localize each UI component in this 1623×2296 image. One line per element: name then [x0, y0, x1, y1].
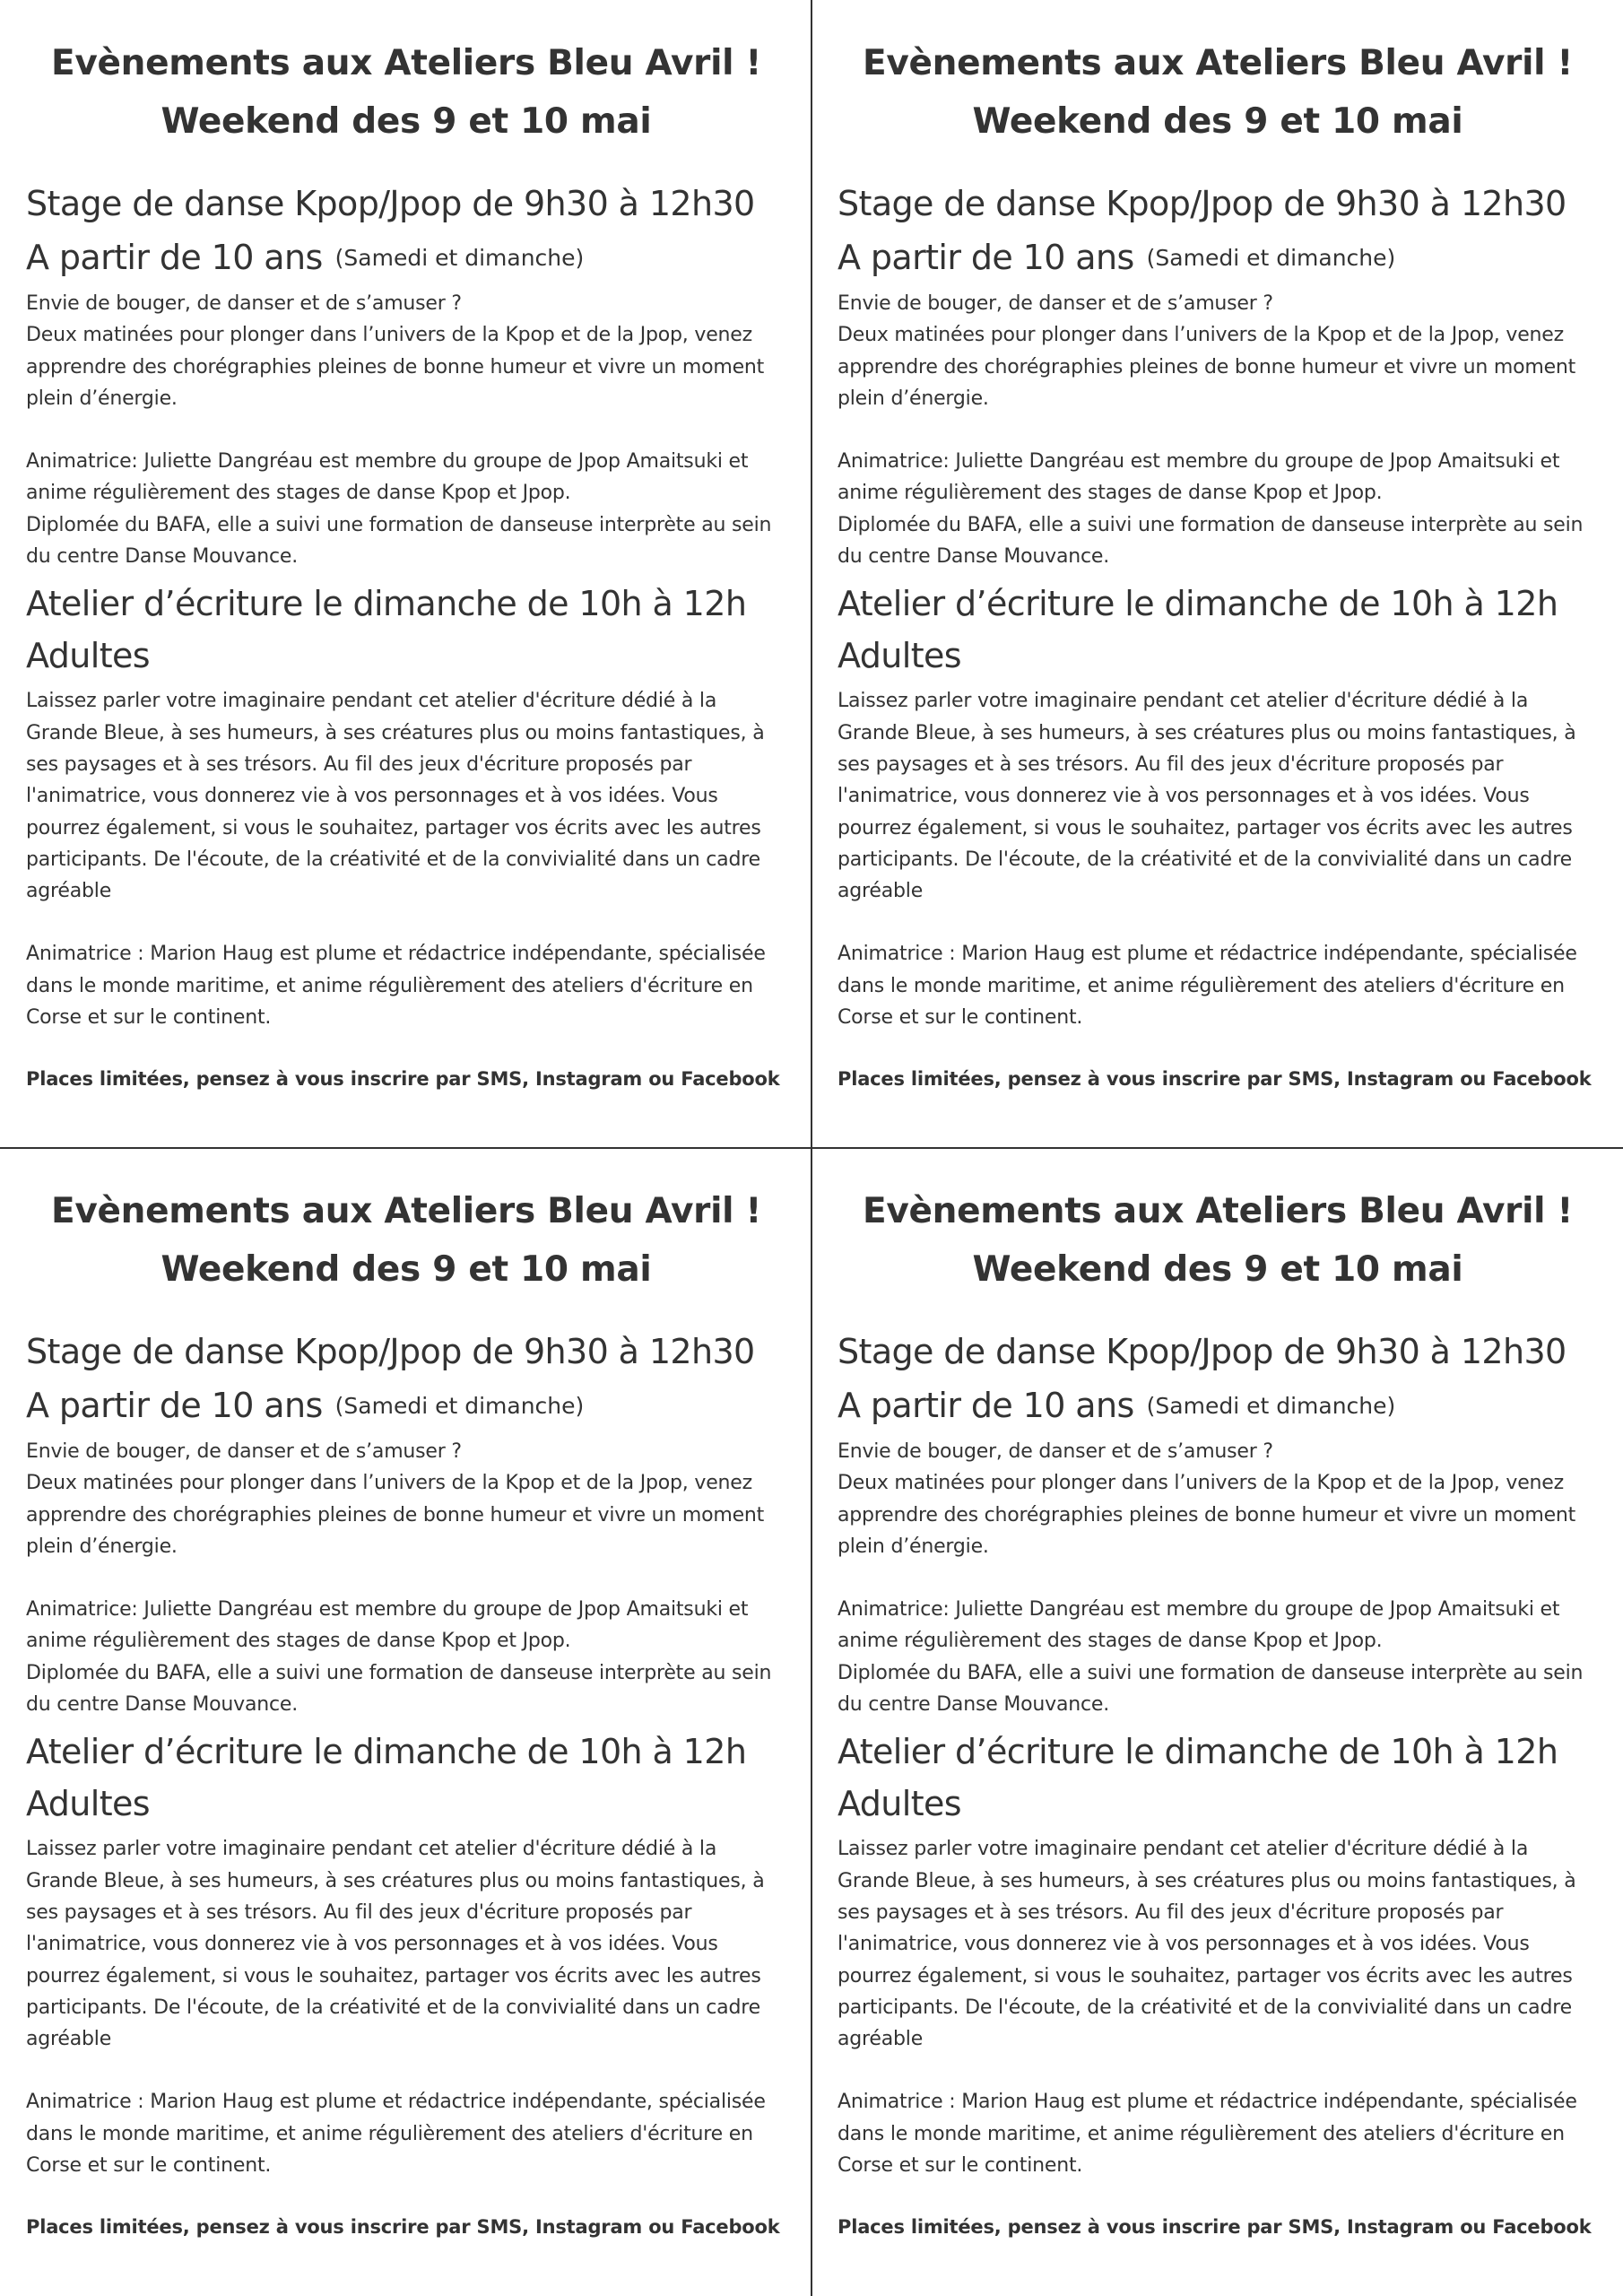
dance-days-note: (Samedi et dimanche): [1146, 1393, 1396, 1419]
registration-note: Places limitées, pensez à vous inscrire par SMS, Instagram ou Facebook: [838, 1068, 1592, 1091]
dance-days-note: (Samedi et dimanche): [334, 1393, 585, 1419]
dance-age: A partir de 10 ans: [838, 238, 1134, 277]
dance-heading: Stage de danse Kpop/Jpop de 9h30 à 12h30: [838, 184, 1567, 223]
dance-age: A partir de 10 ans: [26, 1386, 323, 1425]
dance-intro-question: Envie de bouger, de danser et de s’amuser ?: [26, 1440, 462, 1463]
dance-days-note: (Samedi et dimanche): [334, 245, 585, 271]
writing-host-text: Animatrice : Marion Haug est plume et rédactrice indépendante, spécialisée dans le monde maritime, et anime régulièrement des ateliers d'écriture en Corse et sur le continent.: [26, 2091, 766, 2178]
title-line-events: Evènements aux Ateliers Bleu Avril !: [51, 43, 761, 83]
dance-heading: Stage de danse Kpop/Jpop de 9h30 à 12h30: [838, 1332, 1567, 1371]
dance-intro-text: Deux matinées pour plonger dans l’univers de la Kpop et de la Jpop, venez apprendre des chorégraphies pleines de bonne humeur et vivre un moment plein d’énergie.: [26, 1472, 765, 1558]
writing-host-text: Animatrice : Marion Haug est plume et rédactrice indépendante, spécialisée dans le monde maritime, et anime régulièrement des ateliers d'écriture en Corse et sur le continent.: [838, 943, 1577, 1030]
dance-host-diploma: Diplomée du BAFA, elle a suivi une formation de danseuse interprète au sein du centre Danse Mouvance.: [838, 513, 1584, 569]
flyer-title: [26, 0, 786, 151]
flyer-top-left: [0, 0, 812, 1148]
dance-age-heading: [26, 231, 786, 284]
dance-host-text: Animatrice: Juliette Dangréau est membre du groupe de Jpop Amaitsuki et anime régulièrement des stages de danse Kpop et Jpop.: [838, 1598, 1560, 1653]
dance-intro-question: Envie de bouger, de danser et de s’amuser ?: [26, 292, 462, 315]
writing-heading: Atelier d’écriture le dimanche de 10h à 12h: [26, 584, 747, 624]
dance-intro-text: Deux matinées pour plonger dans l’univers de la Kpop et de la Jpop, venez apprendre des chorégraphies pleines de bonne humeur et vivre un moment plein d’énergie.: [838, 324, 1576, 410]
writing-description: Laissez parler votre imaginaire pendant cet atelier d'écriture dédié à la Grande Bleue, à ses humeurs, à ses créatures plus ou moins fantastiques, à ses paysages et à ses trésors. Au fil des jeux d'écriture proposés par l'animatrice, vous donnerez vie à vos personnages et à vos idées. Vous pourrez également, si vous le souhaitez, partager vos écrits avec les autres participants. De l'écoute, de la créativité et de la convivialité dans un cadre agréable: [838, 690, 1576, 903]
writing-description: Laissez parler votre imaginaire pendant cet atelier d'écriture dédié à la Grande Bleue, à ses humeurs, à ses créatures plus ou moins fantastiques, à ses paysages et à ses trésors. Au fil des jeux d'écriture proposés par l'animatrice, vous donnerez vie à vos personnages et à vos idées. Vous pourrez également, si vous le souhaitez, partager vos écrits avec les autres participants. De l'écoute, de la créativité et de la convivialité dans un cadre agréable: [26, 1838, 765, 2051]
writing-audience: Adultes: [26, 636, 150, 676]
dance-age-heading: [838, 231, 1598, 284]
flyer-top-right: [812, 0, 1623, 1148]
flyer-bottom-right: [812, 1148, 1623, 2296]
title-line-weekend: Weekend des 9 et 10 mai: [972, 1249, 1463, 1290]
dance-host-diploma: Diplomée du BAFA, elle a suivi une formation de danseuse interprète au sein du centre Danse Mouvance.: [26, 513, 772, 569]
registration-note: Places limitées, pensez à vous inscrire par SMS, Instagram ou Facebook: [26, 1068, 780, 1091]
dance-host-diploma: Diplomée du BAFA, elle a suivi une formation de danseuse interprète au sein du centre Danse Mouvance.: [838, 1661, 1584, 1717]
dance-intro-text: Deux matinées pour plonger dans l’univers de la Kpop et de la Jpop, venez apprendre des chorégraphies pleines de bonne humeur et vivre un moment plein d’énergie.: [26, 324, 765, 410]
dance-intro-text: Deux matinées pour plonger dans l’univers de la Kpop et de la Jpop, venez apprendre des chorégraphies pleines de bonne humeur et vivre un moment plein d’énergie.: [838, 1472, 1576, 1558]
title-line-weekend: Weekend des 9 et 10 mai: [161, 101, 652, 142]
title-line-weekend: Weekend des 9 et 10 mai: [972, 101, 1463, 142]
writing-heading: Atelier d’écriture le dimanche de 10h à 12h: [838, 1732, 1558, 1772]
title-line-weekend: Weekend des 9 et 10 mai: [161, 1249, 652, 1290]
dance-heading: Stage de danse Kpop/Jpop de 9h30 à 12h30: [26, 1332, 755, 1371]
writing-audience: Adultes: [838, 1784, 961, 1824]
writing-host-text: Animatrice : Marion Haug est plume et rédactrice indépendante, spécialisée dans le monde maritime, et anime régulièrement des ateliers d'écriture en Corse et sur le continent.: [838, 2091, 1577, 2178]
writing-audience: Adultes: [838, 636, 961, 676]
dance-host-text: Animatrice: Juliette Dangréau est membre du groupe de Jpop Amaitsuki et anime régulièrement des stages de danse Kpop et Jpop.: [838, 450, 1560, 505]
dance-days-note: (Samedi et dimanche): [1146, 245, 1396, 271]
title-line-events: Evènements aux Ateliers Bleu Avril !: [51, 1191, 761, 1231]
flyer-bottom-left: [0, 1148, 812, 2296]
dance-host-text: Animatrice: Juliette Dangréau est membre du groupe de Jpop Amaitsuki et anime régulièrement des stages de danse Kpop et Jpop.: [26, 1598, 749, 1653]
writing-heading: Atelier d’écriture le dimanche de 10h à 12h: [838, 584, 1558, 624]
dance-age-heading: [838, 1379, 1598, 1432]
registration-note: Places limitées, pensez à vous inscrire par SMS, Instagram ou Facebook: [838, 2216, 1592, 2239]
dance-host-diploma: Diplomée du BAFA, elle a suivi une formation de danseuse interprète au sein du centre Danse Mouvance.: [26, 1661, 772, 1717]
writing-description: Laissez parler votre imaginaire pendant cet atelier d'écriture dédié à la Grande Bleue, à ses humeurs, à ses créatures plus ou moins fantastiques, à ses paysages et à ses trésors. Au fil des jeux d'écriture proposés par l'animatrice, vous donnerez vie à vos personnages et à vos idées. Vous pourrez également, si vous le souhaitez, partager vos écrits avec les autres participants. De l'écoute, de la créativité et de la convivialité dans un cadre agréable: [26, 690, 765, 903]
registration-note: Places limitées, pensez à vous inscrire par SMS, Instagram ou Facebook: [26, 2216, 780, 2239]
dance-intro-question: Envie de bouger, de danser et de s’amuser ?: [838, 292, 1273, 315]
dance-age: A partir de 10 ans: [26, 238, 323, 277]
writing-description: Laissez parler votre imaginaire pendant cet atelier d'écriture dédié à la Grande Bleue, à ses humeurs, à ses créatures plus ou moins fantastiques, à ses paysages et à ses trésors. Au fil des jeux d'écriture proposés par l'animatrice, vous donnerez vie à vos personnages et à vos idées. Vous pourrez également, si vous le souhaitez, partager vos écrits avec les autres participants. De l'écoute, de la créativité et de la convivialité dans un cadre agréable: [838, 1838, 1576, 2051]
horizontal-cut-line: [0, 1147, 1623, 1149]
flyer-title: [26, 1148, 786, 1299]
dance-intro-question: Envie de bouger, de danser et de s’amuser ?: [838, 1440, 1273, 1463]
dance-host-text: Animatrice: Juliette Dangréau est membre du groupe de Jpop Amaitsuki et anime régulièrement des stages de danse Kpop et Jpop.: [26, 450, 749, 505]
dance-age: A partir de 10 ans: [838, 1386, 1134, 1425]
writing-audience: Adultes: [26, 1784, 150, 1824]
dance-age-heading: [26, 1379, 786, 1432]
title-line-events: Evènements aux Ateliers Bleu Avril !: [863, 43, 1573, 83]
flyer-title: [838, 1148, 1598, 1299]
writing-host-text: Animatrice : Marion Haug est plume et rédactrice indépendante, spécialisée dans le monde maritime, et anime régulièrement des ateliers d'écriture en Corse et sur le continent.: [26, 943, 766, 1030]
title-line-events: Evènements aux Ateliers Bleu Avril !: [863, 1191, 1573, 1231]
dance-heading: Stage de danse Kpop/Jpop de 9h30 à 12h30: [26, 184, 755, 223]
writing-heading: Atelier d’écriture le dimanche de 10h à 12h: [26, 1732, 747, 1772]
flyer-title: [838, 0, 1598, 151]
